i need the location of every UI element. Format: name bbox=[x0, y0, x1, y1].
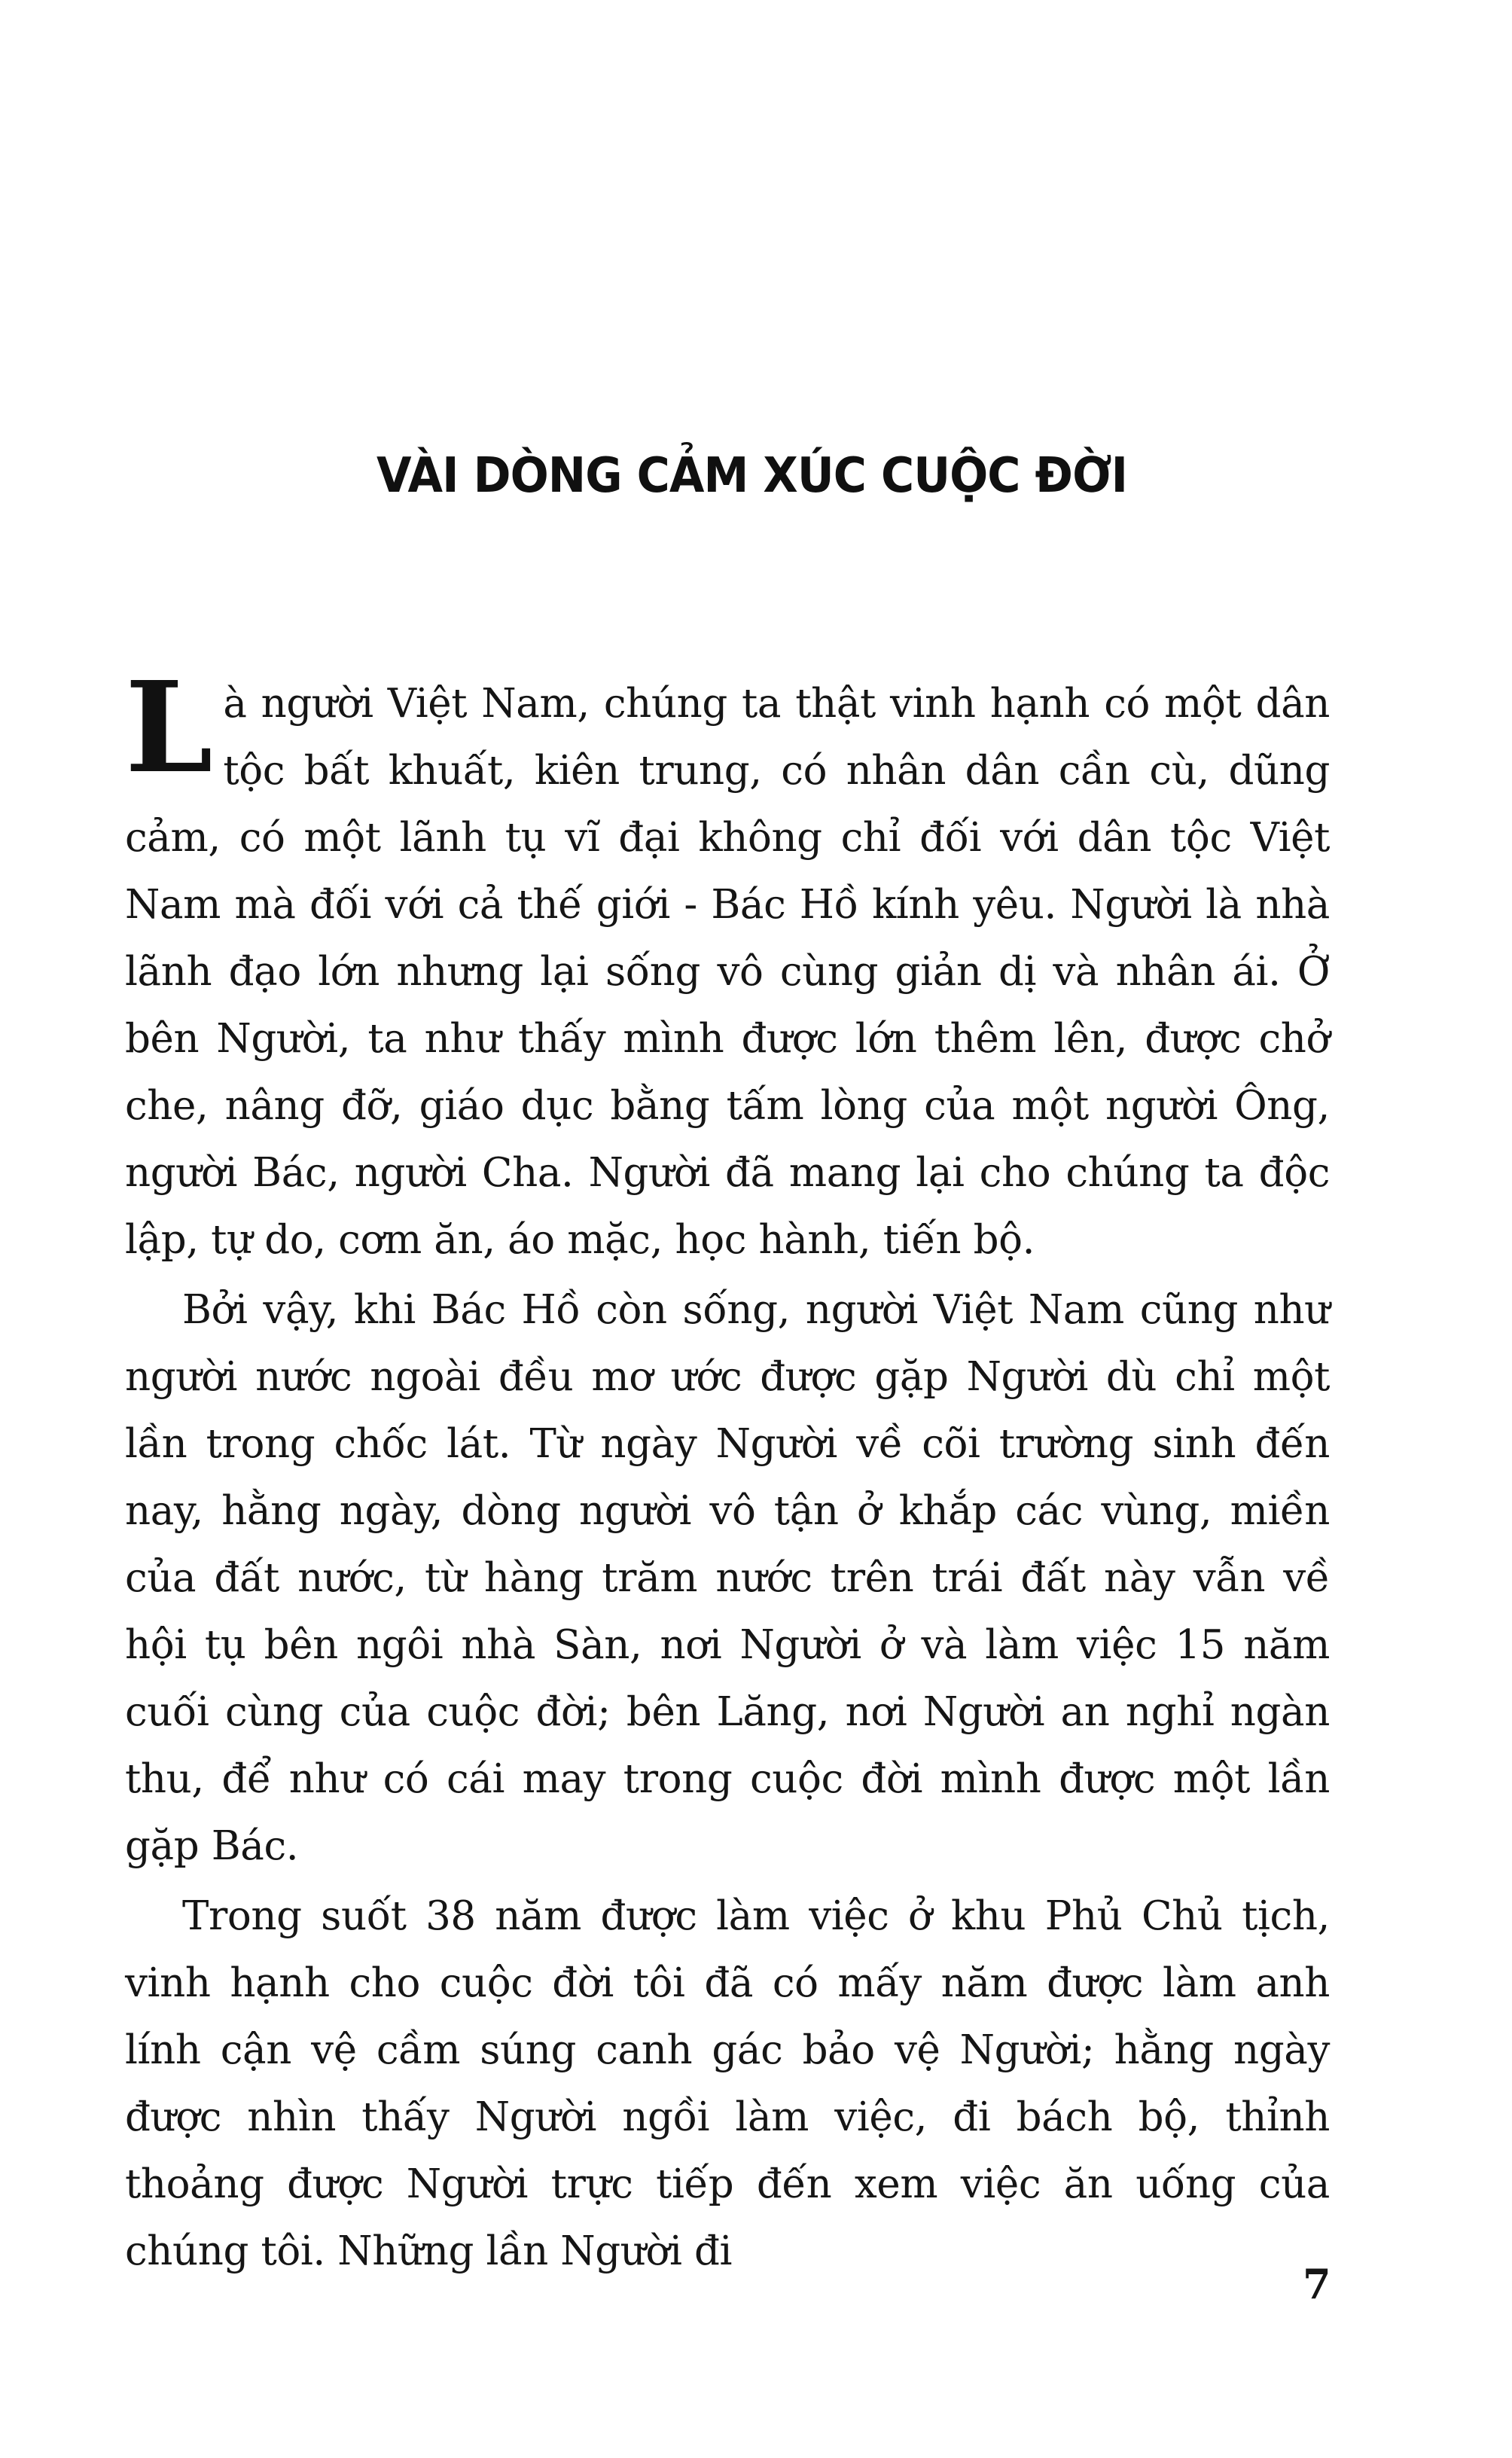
drop-cap: L bbox=[125, 654, 213, 801]
paragraph-3: Trong suốt 38 năm được làm việc ở khu Phủ Chủ tịch, vinh hạnh cho cuộc đời tôi đã có mấy năm được làm anh lính cận vệ cầm súng canh gác bảo vệ Người; hằng ngày được nhìn thấy Người ngồi làm việc, đi bách bộ, thỉnh thoảng được Người trực tiếp đến xem việc ăn uống của chúng tôi. Những lần Người đi bbox=[125, 1893, 1330, 2274]
chapter-title: VÀI DÒNG CẢM XÚC CUỘC ĐỜI bbox=[376, 448, 1128, 504]
paragraph-1-text: à người Việt Nam, chúng ta thật vinh hạnh có một dân tộc bất khuất, kiên trung, có nhân dân cần cù, dũng cảm, có một lãnh tụ vĩ đại không chỉ đối với dân tộc Việt Nam mà đối với cả thế giới - Bác Hồ kính yêu. Người là nhà lãnh đạo lớn nhưng lại sống vô cùng giản dị và nhân ái. Ở bên Người, ta như thấy mình được lớn thêm lên, được chở che, nâng đỡ, giáo dục bằng tấm lòng của một người Ông, người Bác, người Cha. Người đã mang lại cho chúng ta độc lập, tự do, cơm ăn, áo mặc, học hành, tiến bộ. bbox=[125, 681, 1330, 1263]
paragraph-2: Bởi vậy, khi Bác Hồ còn sống, người Việt Nam cũng như người nước ngoài đều mơ ước được gặp Người dù chỉ một lần trong chốc lát. Từ ngày Người về cõi trường sinh đến nay, hằng ngày, dòng người vô tận ở khắp các vùng, miền của đất nước, từ hàng trăm nước trên trái đất này vẫn về hội tụ bên ngôi nhà Sàn, nơi Người ở và làm việc 15 năm cuối cùng của cuộc đời; bên Lăng, nơi Người an nghỉ ngàn thu, để như có cái may trong cuộc đời mình được một lần gặp Bác. bbox=[125, 1287, 1330, 1869]
body-text bbox=[125, 654, 1330, 2285]
page-number: 7 bbox=[1303, 2260, 1331, 2308]
paragraph-1 bbox=[125, 654, 1330, 1273]
